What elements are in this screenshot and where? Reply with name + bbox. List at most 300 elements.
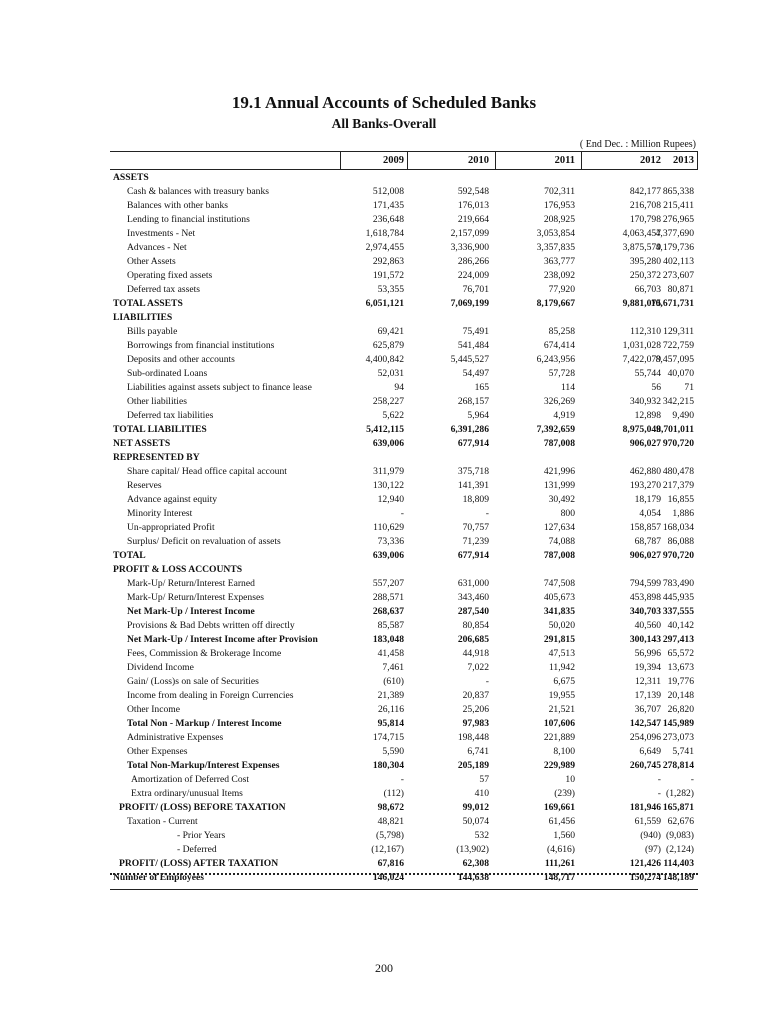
table-row	[110, 577, 698, 591]
cell-2011: 6,243,956	[536, 354, 575, 365]
cell-2013: 4,179,736	[655, 242, 694, 253]
page-number: 200	[375, 961, 393, 975]
year-header-2013: 2013	[673, 155, 694, 166]
cell-2009: (12,167)	[371, 844, 404, 855]
table-row	[110, 199, 698, 213]
cell-2010: 410	[474, 788, 489, 799]
cell-2013: 71	[684, 382, 694, 393]
row-label: Number of Employees	[113, 872, 204, 883]
table-row	[110, 241, 698, 255]
cell-2013: 145,989	[662, 718, 694, 729]
cell-2009: 191,572	[372, 270, 404, 281]
cell-2009: 639,006	[372, 438, 404, 449]
table-row	[110, 311, 698, 325]
cell-2010: 205,189	[457, 760, 489, 771]
table-row	[110, 633, 698, 647]
cell-2013: 342,215	[662, 396, 694, 407]
row-label: Other liabilities	[127, 396, 187, 407]
cell-2012: 3,875,579	[622, 242, 661, 253]
cell-2012: 150,274	[629, 872, 661, 883]
table-row	[110, 535, 698, 549]
cell-2013: 16,855	[667, 494, 694, 505]
cell-2012: 68,787	[634, 536, 661, 547]
table-row	[110, 591, 698, 605]
cell-2013: 40,070	[667, 368, 694, 379]
cell-2012: 4,054	[639, 508, 661, 519]
cell-2011: 702,311	[544, 186, 575, 197]
cell-2009: 288,571	[372, 592, 404, 603]
cell-2012: -	[657, 788, 661, 799]
row-label: Bills payable	[127, 326, 178, 337]
cell-2010: 375,718	[457, 466, 489, 477]
cell-2011: 77,920	[548, 284, 575, 295]
table-row	[110, 493, 698, 507]
row-label: Other Assets	[127, 256, 176, 267]
cell-2012: 250,372	[629, 270, 661, 281]
cell-2010: 80,854	[462, 620, 489, 631]
cell-2013: 297,413	[662, 634, 694, 645]
cell-2011: 4,919	[553, 410, 575, 421]
row-label: Deferred tax liabilities	[127, 410, 214, 421]
cell-2010: 287,540	[457, 606, 489, 617]
cell-2012: 6,649	[639, 746, 661, 757]
cell-2011: 1,560	[553, 830, 575, 841]
cell-2012: 254,096	[629, 732, 661, 743]
row-label: Lending to financial institutions	[127, 214, 250, 225]
cell-2010: 76,701	[462, 284, 489, 295]
dotted-separator	[110, 873, 698, 875]
cell-2010: 18,809	[462, 494, 489, 505]
table-row	[110, 367, 698, 381]
cell-2009: 180,304	[372, 760, 404, 771]
row-label: - Deferred	[177, 844, 217, 855]
cell-2009: 130,122	[372, 480, 404, 491]
table-row	[110, 437, 698, 451]
row-label: Share capital/ Head office capital account	[127, 466, 287, 477]
cell-2009: 258,227	[372, 396, 404, 407]
row-label: PROFIT & LOSS ACCOUNTS	[113, 564, 243, 575]
cell-2011: (239)	[554, 788, 575, 799]
cell-2012: 842,177	[629, 186, 661, 197]
table-row	[110, 283, 698, 297]
row-label: Extra ordinary/unusual Items	[131, 788, 243, 799]
cell-2009: 85,587	[377, 620, 404, 631]
cell-2013: 480,478	[662, 466, 694, 477]
cell-2010: 70,757	[462, 522, 489, 533]
cell-2012: 66,703	[634, 284, 661, 295]
year-header-2012: 2012	[640, 155, 661, 166]
cell-2011: 800	[560, 508, 575, 519]
row-label: Un-appropriated Profit	[127, 522, 215, 533]
row-label: Deposits and other accounts	[127, 354, 235, 365]
cell-2009: 236,648	[372, 214, 404, 225]
cell-2009: 41,458	[377, 648, 404, 659]
cell-2011: 787,008	[543, 438, 575, 449]
cell-2009: 639,006	[372, 550, 404, 561]
cell-2013: 273,607	[662, 270, 694, 281]
cell-2013: 26,820	[667, 704, 694, 715]
cell-2010: 343,460	[457, 592, 489, 603]
cell-2009: 69,421	[377, 326, 404, 337]
cell-2009: 174,715	[372, 732, 404, 743]
cell-2009: 73,336	[377, 536, 404, 547]
cell-2012: 12,898	[634, 410, 661, 421]
cell-2012: 158,857	[629, 522, 661, 533]
cell-2009: 12,940	[377, 494, 404, 505]
table-row	[110, 381, 698, 395]
table-row	[110, 857, 698, 871]
cell-2010: 165	[474, 382, 489, 393]
cell-2012: 9,881,075	[622, 298, 661, 309]
cell-2011: 74,088	[548, 536, 575, 547]
cell-2011: 50,020	[548, 620, 575, 631]
cell-2010: 532	[474, 830, 489, 841]
cell-2012: 1,031,028	[622, 340, 661, 351]
cell-2009: 2,974,455	[365, 242, 404, 253]
cell-2013: 19,776	[667, 676, 694, 687]
row-label: TOTAL LIABILITIES	[113, 424, 207, 435]
table-row	[110, 675, 698, 689]
cell-2013: 1,886	[672, 508, 694, 519]
cell-2010: 176,013	[457, 200, 489, 211]
cell-2013: 278,814	[662, 760, 694, 771]
cell-2011: 10	[565, 774, 575, 785]
cell-2013: 86,088	[667, 536, 694, 547]
page-subtitle: All Banks-Overall	[331, 116, 437, 131]
page-title: 19.1 Annual Accounts of Scheduled Banks	[231, 93, 537, 112]
cell-2013: 148,189	[662, 872, 694, 883]
table-row	[110, 185, 698, 199]
cell-2009: 5,590	[382, 746, 404, 757]
table-row	[110, 717, 698, 731]
cell-2009: 311,979	[373, 466, 404, 477]
cell-2011: 363,777	[543, 256, 575, 267]
cell-2013: 80,871	[667, 284, 694, 295]
cell-2012: 19,394	[634, 662, 661, 673]
cell-2012: 56	[651, 382, 661, 393]
table-row	[110, 815, 698, 829]
cell-2012: 61,559	[634, 816, 661, 827]
cell-2012: 181,946	[629, 802, 661, 813]
cell-2010: 2,157,099	[450, 228, 489, 239]
cell-2009: 183,048	[372, 634, 404, 645]
cell-2012: 170,798	[629, 214, 661, 225]
table-row	[110, 801, 698, 815]
cell-2010: 71,239	[462, 536, 489, 547]
cell-2009: 1,618,784	[365, 228, 404, 239]
row-label: Other Expenses	[127, 746, 188, 757]
row-label: PROFIT/ (LOSS) BEFORE TAXATION	[119, 802, 286, 813]
cell-2012: 395,280	[629, 256, 661, 267]
cell-2013: (9,083)	[666, 830, 694, 841]
row-label: REPRESENTED BY	[113, 452, 200, 463]
cell-2011: 7,392,659	[536, 424, 575, 435]
table-row	[110, 731, 698, 745]
cell-2012: -	[657, 774, 661, 785]
cell-2009: 557,207	[372, 578, 404, 589]
cell-2009: 512,008	[372, 186, 404, 197]
cell-2010: 3,336,900	[450, 242, 489, 253]
table-row	[110, 787, 698, 801]
cell-2012: 340,703	[629, 606, 661, 617]
cell-2012: (940)	[640, 830, 661, 841]
row-label: Amortization of Deferred Cost	[131, 774, 250, 785]
cell-2011: 30,492	[548, 494, 575, 505]
row-label: Balances with other banks	[127, 200, 228, 211]
cell-2013: 9,701,011	[656, 424, 694, 435]
cell-2011: 6,675	[553, 676, 575, 687]
cell-2011: 8,100	[553, 746, 575, 757]
cell-2012: 794,599	[629, 578, 661, 589]
row-label: LIABILITIES	[113, 312, 173, 323]
table-row	[110, 773, 698, 787]
cell-2013: 402,113	[663, 256, 694, 267]
cell-2013: 217,379	[662, 480, 694, 491]
cell-2012: 55,744	[634, 368, 661, 379]
cell-2011: 47,513	[548, 648, 575, 659]
cell-2010: 5,964	[467, 410, 489, 421]
cell-2012: 142,547	[629, 718, 661, 729]
cell-2009: 171,435	[372, 200, 404, 211]
table-row	[110, 227, 698, 241]
cell-2009: 146,024	[372, 872, 404, 883]
cell-2013: 273,073	[662, 732, 694, 743]
cell-2011: 61,456	[548, 816, 575, 827]
row-label: TOTAL ASSETS	[113, 298, 183, 309]
row-label: Advances - Net	[127, 242, 187, 253]
table-row	[110, 451, 698, 465]
table-row	[110, 647, 698, 661]
row-label: Advance against equity	[127, 494, 218, 505]
cell-2009: 5,412,115	[366, 424, 404, 435]
cell-2011: 326,269	[543, 396, 575, 407]
cell-2010: 141,391	[457, 480, 489, 491]
cell-2011: 229,989	[543, 760, 575, 771]
row-label: Total Non - Markup / Interest Income	[127, 718, 282, 729]
cell-2012: 112,310	[630, 326, 661, 337]
cell-2009: (112)	[383, 788, 404, 799]
cell-2010: 268,157	[457, 396, 489, 407]
cell-2010: 20,837	[462, 690, 489, 701]
cell-2009: 48,821	[377, 816, 404, 827]
cell-2011: 169,661	[543, 802, 575, 813]
cell-2010: 541,484	[457, 340, 489, 351]
cell-2012: 56,996	[634, 648, 661, 659]
cell-2010: (13,902)	[456, 844, 489, 855]
table-row	[110, 661, 698, 675]
cell-2013: 129,311	[663, 326, 694, 337]
cell-2010: 57	[479, 774, 489, 785]
cell-2013: 165,871	[662, 802, 694, 813]
cell-2012: 18,179	[634, 494, 661, 505]
cell-2013: 215,411	[663, 200, 694, 211]
cell-2010: 62,308	[462, 858, 489, 869]
row-label: - Prior Years	[177, 830, 226, 841]
cell-2009: 95,814	[377, 718, 404, 729]
cell-2012: 300,143	[629, 634, 661, 645]
row-label: Provisions & Bad Debts written off directly	[127, 620, 295, 631]
cell-2012: (97)	[645, 844, 661, 855]
table-row	[110, 255, 698, 269]
cell-2010: 198,448	[457, 732, 489, 743]
cell-2010: 592,548	[457, 186, 489, 197]
cell-2012: 260,745	[629, 760, 661, 771]
table-row	[110, 745, 698, 759]
cell-2011: 19,955	[548, 690, 575, 701]
cell-2010: -	[485, 508, 489, 519]
cell-2009: 6,051,121	[365, 298, 404, 309]
cell-2012: 906,027	[629, 550, 661, 561]
cell-2009: 625,879	[372, 340, 404, 351]
cell-2013: 62,676	[667, 816, 694, 827]
row-label: ASSETS	[113, 172, 149, 183]
cell-2010: 5,445,527	[450, 354, 489, 365]
cell-2012: 121,426	[629, 858, 661, 869]
cell-2010: 286,266	[457, 256, 489, 267]
row-label: Fees, Commission & Brokerage Income	[127, 648, 282, 659]
cell-2011: 291,815	[543, 634, 575, 645]
cell-2011: 11,942	[548, 662, 575, 673]
cell-2013: 722,759	[662, 340, 694, 351]
row-label: TOTAL	[113, 550, 146, 561]
cell-2010: 54,497	[462, 368, 489, 379]
cell-2011: 238,092	[543, 270, 575, 281]
table-row	[110, 759, 698, 773]
cell-2010: 6,391,286	[450, 424, 489, 435]
row-label: Dividend Income	[127, 662, 194, 673]
cell-2011: 3,053,854	[536, 228, 575, 239]
cell-2013: 970,720	[662, 550, 694, 561]
year-header-2010: 2010	[468, 155, 489, 166]
cell-2011: 57,728	[548, 368, 575, 379]
table-row	[110, 507, 698, 521]
row-label: Cash & balances with treasury banks	[127, 186, 270, 197]
table-row	[110, 409, 698, 423]
table-row	[110, 465, 698, 479]
row-label: Borrowings from financial institutions	[127, 340, 275, 351]
cell-2011: 3,357,835	[536, 242, 575, 253]
cell-2012: 17,139	[634, 690, 661, 701]
table-row	[110, 843, 698, 857]
cell-2011: 405,673	[543, 592, 575, 603]
cell-2012: 4,063,457	[622, 228, 661, 239]
cell-2013: 337,555	[662, 606, 694, 617]
cell-2009: 26,116	[377, 704, 404, 715]
row-label: PROFIT/ (LOSS) AFTER TAXATION	[119, 858, 279, 869]
row-label: Mark-Up/ Return/Interest Earned	[127, 578, 255, 589]
table-row	[110, 563, 698, 577]
cell-2011: 114	[560, 382, 575, 393]
cell-2012: 12,311	[634, 676, 661, 687]
cell-2010: 677,914	[457, 550, 489, 561]
cell-2013: 445,935	[662, 592, 694, 603]
cell-2013: 5,741	[672, 746, 694, 757]
cell-2010: 7,022	[467, 662, 489, 673]
row-label: Net Mark-Up / Interest Income after Provision	[127, 634, 318, 645]
cell-2011: 341,835	[543, 606, 575, 617]
cell-2010: 44,918	[462, 648, 489, 659]
cell-2009: 67,816	[377, 858, 404, 869]
cell-2012: 340,932	[629, 396, 661, 407]
cell-2013: 4,377,690	[655, 228, 694, 239]
cell-2009: 21,389	[377, 690, 404, 701]
cell-2013: 276,965	[662, 214, 694, 225]
table-row	[110, 325, 698, 339]
row-label: Investments - Net	[127, 228, 196, 239]
row-label: NET ASSETS	[113, 438, 171, 449]
row-label: Liabilities against assets subject to finance lease	[127, 382, 312, 393]
row-label: Minority Interest	[127, 508, 193, 519]
cell-2010: 677,914	[457, 438, 489, 449]
cell-2012: 8,975,048	[622, 424, 661, 435]
row-label: Net Mark-Up / Interest Income	[127, 606, 255, 617]
cell-2013: 8,457,095	[655, 354, 694, 365]
cell-2010: 7,069,199	[450, 298, 489, 309]
cell-2010: 219,664	[457, 214, 489, 225]
row-label: Reserves	[127, 480, 162, 491]
cell-2012: 462,880	[629, 466, 661, 477]
cell-2010: 50,074	[462, 816, 489, 827]
cell-2013: 65,572	[667, 648, 694, 659]
table-row	[110, 829, 698, 843]
cell-2011: 176,953	[543, 200, 575, 211]
cell-2011: 8,179,667	[536, 298, 575, 309]
cell-2010: 25,206	[462, 704, 489, 715]
table-row	[110, 339, 698, 353]
cell-2011: 148,717	[543, 872, 575, 883]
cell-2013: 114,403	[663, 858, 694, 869]
row-label: Other Income	[127, 704, 181, 715]
row-label: Deferred tax assets	[127, 284, 200, 295]
table-row	[110, 269, 698, 283]
cell-2010: 144,638	[457, 872, 489, 883]
cell-2011: 221,889	[543, 732, 575, 743]
cell-2009: 110,629	[373, 522, 404, 533]
table-row	[110, 479, 698, 493]
cell-2010: -	[485, 676, 489, 687]
table-row	[110, 297, 698, 311]
table-row	[110, 703, 698, 717]
table-row	[110, 353, 698, 367]
year-header-2011: 2011	[554, 155, 575, 166]
row-label: Surplus/ Deficit on revaluation of assets	[127, 536, 281, 547]
table-row	[110, 619, 698, 633]
table-row	[110, 521, 698, 535]
cell-2009: 7,461	[382, 662, 404, 673]
header-divider	[697, 152, 698, 169]
cell-2009: 98,672	[377, 802, 404, 813]
cell-2012: 906,027	[629, 438, 661, 449]
cell-2013: 10,671,731	[650, 298, 694, 309]
table-row	[110, 171, 698, 185]
cell-2009: 5,622	[382, 410, 404, 421]
cell-2011: 208,925	[543, 214, 575, 225]
row-label: Taxation - Current	[127, 816, 198, 827]
cell-2013: 40,142	[667, 620, 694, 631]
cell-2013: 9,490	[672, 410, 694, 421]
row-label: Gain/ (Loss)s on sale of Securities	[127, 676, 259, 687]
cell-2011: 131,999	[543, 480, 575, 491]
cell-2009: (5,798)	[376, 830, 404, 841]
cell-2009: 52,031	[377, 368, 404, 379]
cell-2011: 787,008	[543, 550, 575, 561]
cell-2013: 168,034	[662, 522, 694, 533]
row-label: Administrative Expenses	[127, 732, 224, 743]
unit-note: ( End Dec. : Million Rupees)	[579, 139, 696, 150]
table-row	[110, 213, 698, 227]
cell-2013: 970,720	[662, 438, 694, 449]
cell-2010: 97,983	[462, 718, 489, 729]
